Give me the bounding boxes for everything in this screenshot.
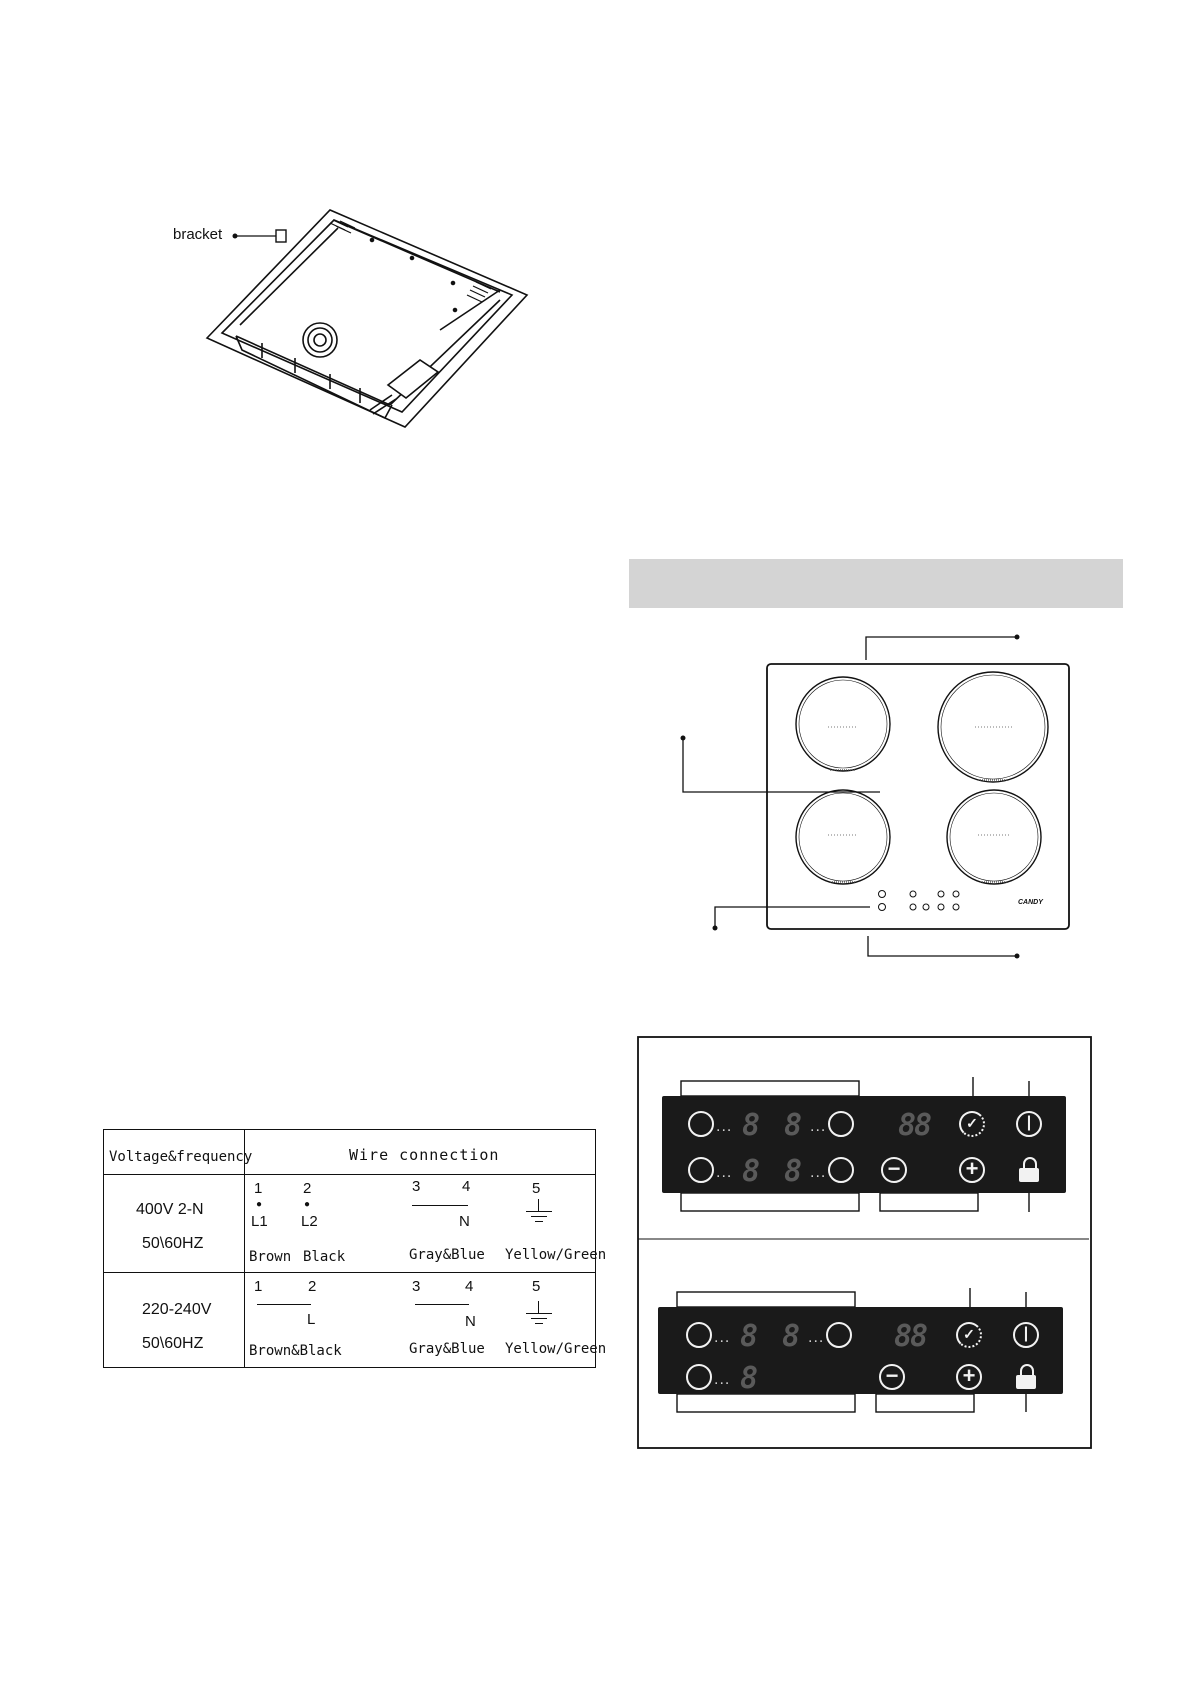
minus-button[interactable]: − — [879, 1364, 905, 1390]
power-button[interactable]: | — [1016, 1111, 1042, 1137]
ground-symbol — [526, 1301, 552, 1325]
timer-button[interactable]: ✓ — [959, 1111, 985, 1137]
timer-display: 88 — [898, 1108, 931, 1143]
bracket-label: bracket — [173, 226, 223, 243]
zone-display: 8 — [742, 1108, 761, 1143]
table-row — [104, 1175, 596, 1273]
control-panel-4-zone — [662, 1096, 1066, 1193]
zone-dots: ... — [716, 1118, 733, 1135]
row2-wire-cell: 1 2 3 4 5 L N Brown&Black Gray&Blue Yellow/Green — [245, 1273, 596, 1368]
zone-display: 8 — [784, 1108, 803, 1143]
zone-display: 8 — [782, 1319, 801, 1354]
zone-display: 8 — [784, 1154, 803, 1189]
zone-selector-front-right[interactable] — [828, 1157, 854, 1183]
section-header-bar — [629, 559, 1123, 608]
wiring-connection-table — [103, 1129, 607, 1368]
power-button[interactable]: | — [1013, 1322, 1039, 1348]
table-row — [104, 1273, 596, 1368]
zone-dots: ... — [808, 1329, 825, 1346]
bracket-callout — [233, 230, 287, 242]
zone-selector-front[interactable] — [686, 1364, 712, 1390]
hob-glass — [767, 664, 1069, 929]
table-header-wire: Wire connection — [245, 1130, 596, 1175]
zone-selector-rear-right[interactable] — [826, 1322, 852, 1348]
plus-button[interactable]: + — [956, 1364, 982, 1390]
minus-button[interactable]: − — [881, 1157, 907, 1183]
zone-selector-front-left[interactable] — [688, 1157, 714, 1183]
row1-voltage-cell: 400V 2-N 50\60HZ — [104, 1175, 245, 1273]
ground-symbol — [526, 1199, 552, 1223]
lock-icon[interactable] — [1019, 1157, 1041, 1183]
zone-dots: ... — [810, 1164, 827, 1181]
hob-brand-logo: CANDY — [1018, 899, 1043, 906]
zone-display: 8 — [742, 1154, 761, 1189]
zone-dots: ... — [714, 1329, 731, 1346]
zone-dots: ... — [716, 1164, 733, 1181]
zone-selector-rear-left[interactable] — [688, 1111, 714, 1137]
timer-button[interactable]: ✓ — [956, 1322, 982, 1348]
row1-wire-cell: 1 2 3 4 5 ● ● L1 L2 N Brown Black Gray&Blue Yellow/Green — [245, 1175, 596, 1273]
zone-selector-rear-right[interactable] — [828, 1111, 854, 1137]
zone-display: 8 — [740, 1361, 759, 1396]
timer-display: 88 — [894, 1319, 927, 1354]
plus-button[interactable]: + — [959, 1157, 985, 1183]
cooktop-underside-drawing — [207, 210, 527, 427]
table-header-voltage: Voltage&frequency — [104, 1130, 245, 1175]
zone-dots: ... — [714, 1371, 731, 1388]
lock-icon[interactable] — [1016, 1364, 1038, 1390]
zone-dots: ... — [810, 1118, 827, 1135]
control-panel-3-zone — [658, 1307, 1063, 1394]
zone-display: 8 — [740, 1319, 759, 1354]
zone-selector-rear-left[interactable] — [686, 1322, 712, 1348]
hob-top-view — [681, 635, 1070, 959]
row2-voltage-cell: 220-240V 50\60HZ — [104, 1273, 245, 1368]
